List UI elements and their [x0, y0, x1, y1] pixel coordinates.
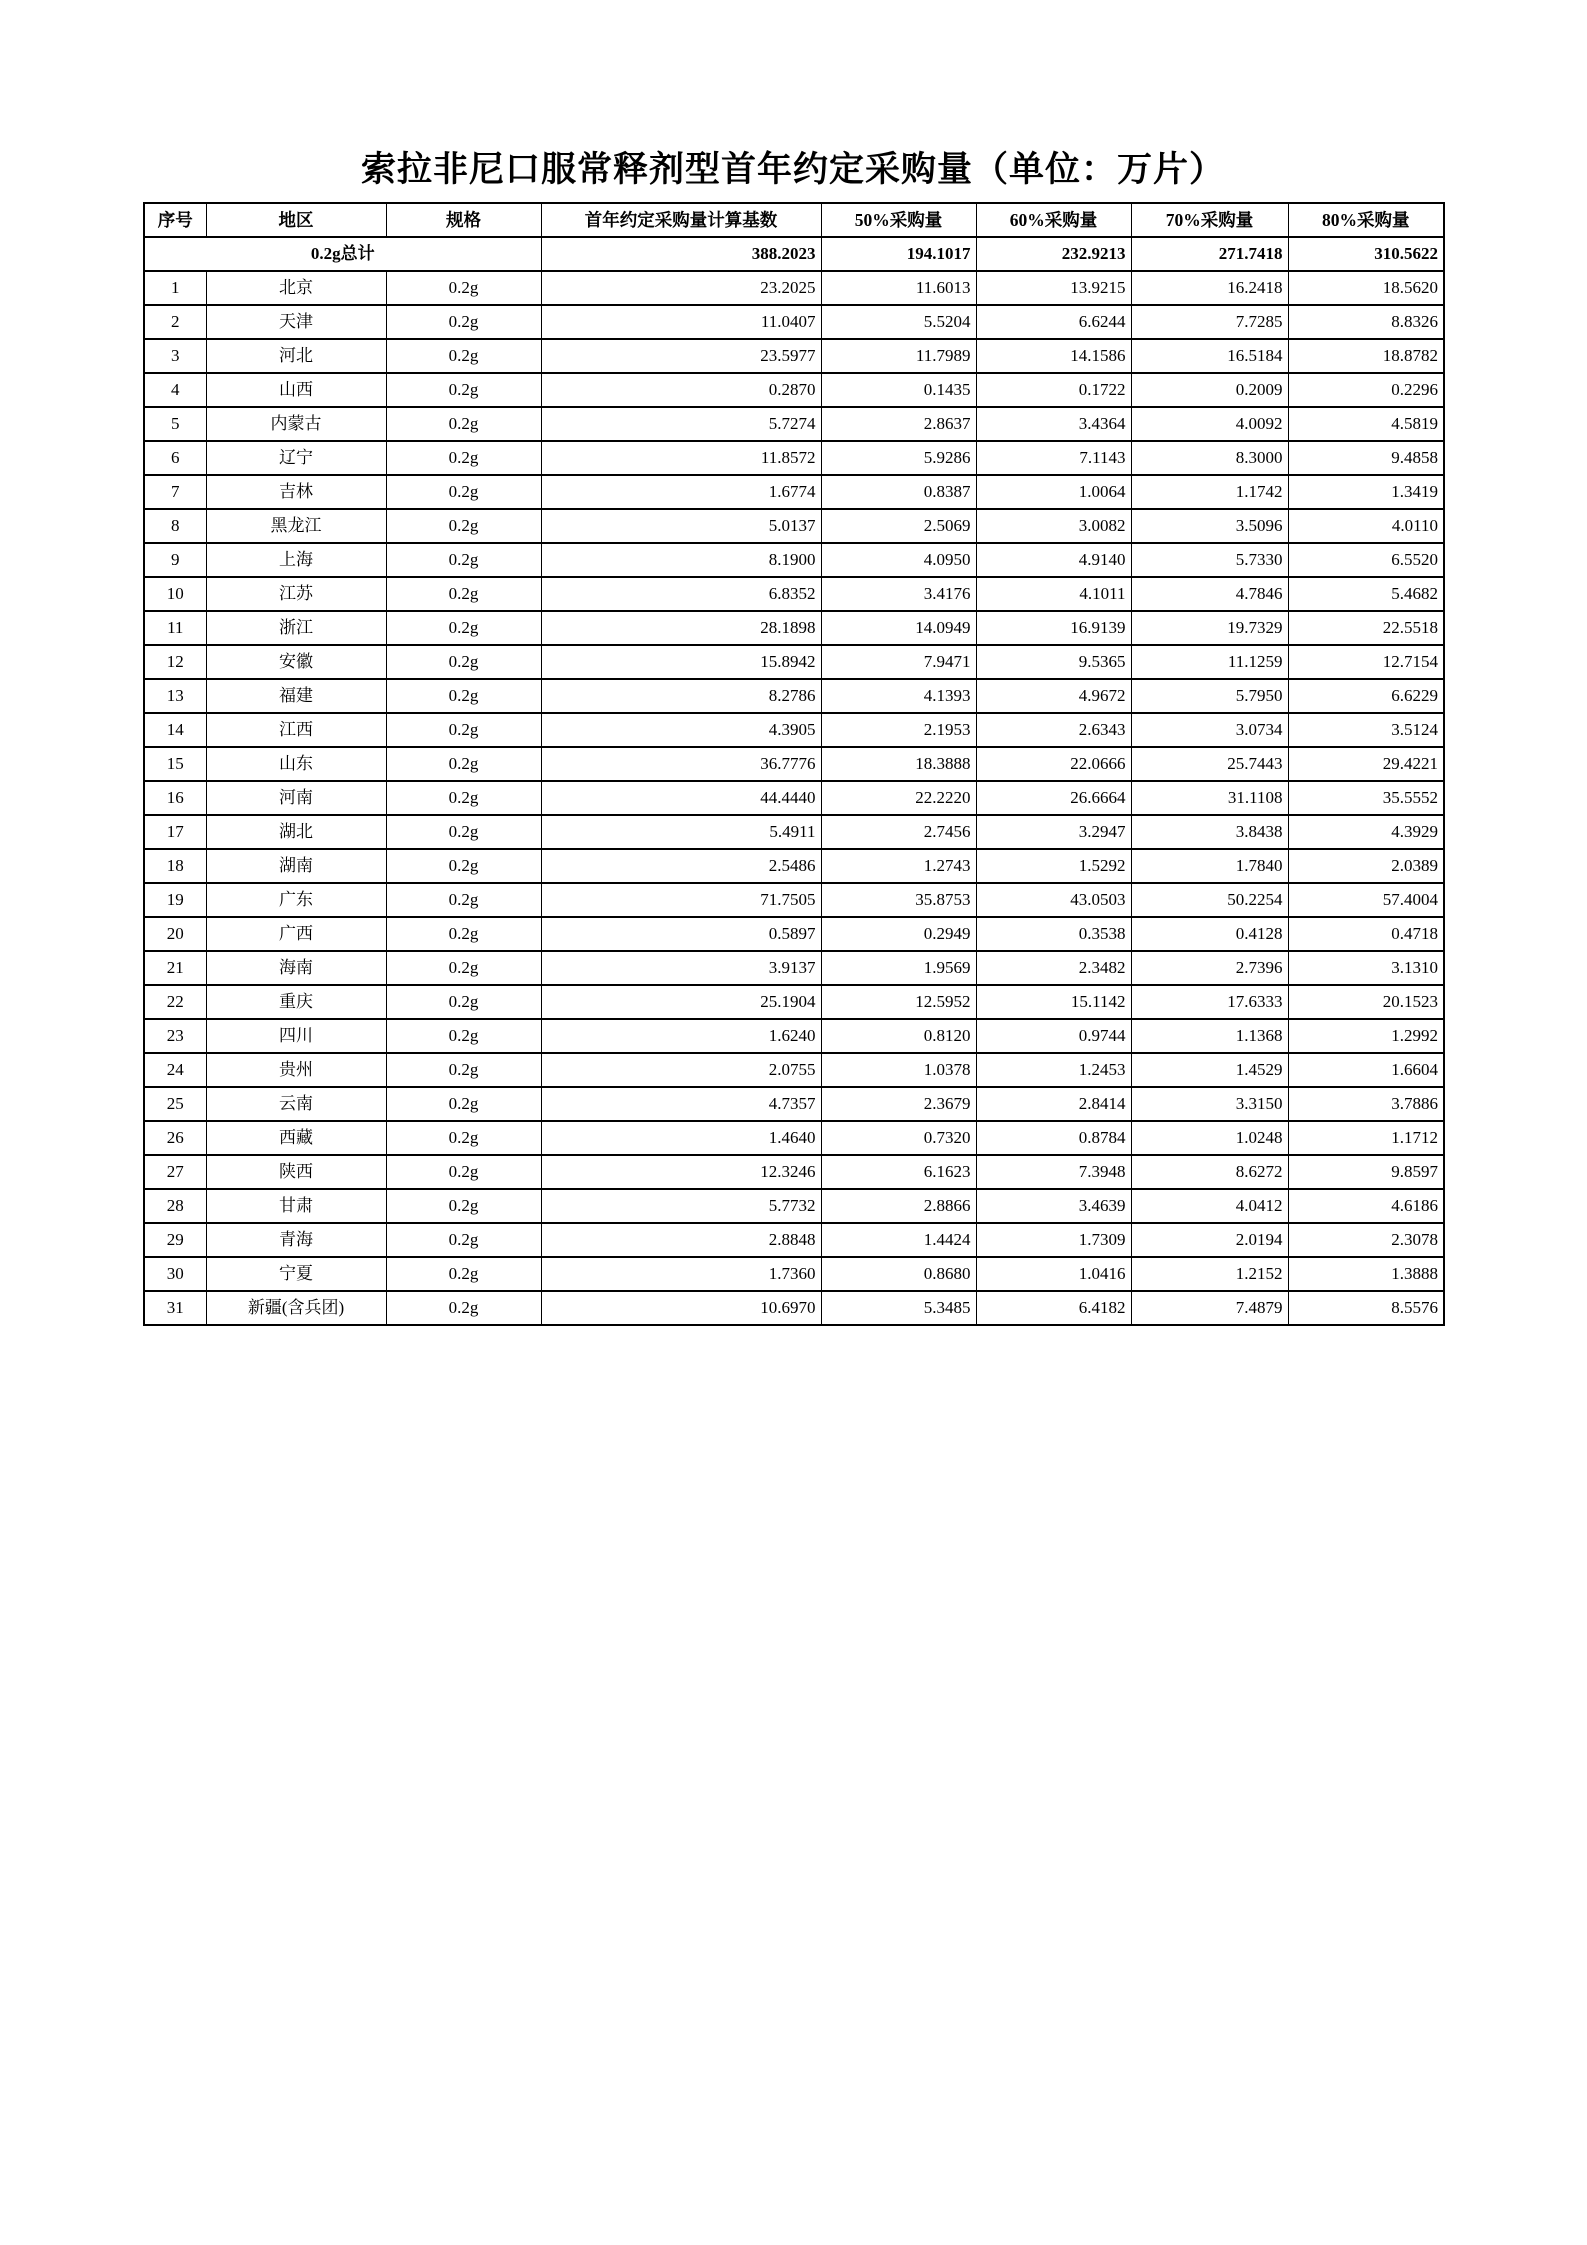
cell-region: 贵州	[206, 1053, 386, 1087]
cell-p70: 1.0248	[1131, 1121, 1288, 1155]
cell-no: 28	[144, 1189, 206, 1223]
cell-p50: 1.9569	[821, 951, 976, 985]
table-row	[144, 407, 1444, 441]
table-row	[144, 815, 1444, 849]
cell-base: 1.6774	[541, 475, 821, 509]
table-row	[144, 883, 1444, 917]
cell-no: 30	[144, 1257, 206, 1291]
cell-no: 16	[144, 781, 206, 815]
cell-p80: 35.5552	[1288, 781, 1444, 815]
cell-spec: 0.2g	[386, 1019, 541, 1053]
cell-p60: 0.3538	[976, 917, 1131, 951]
cell-base: 44.4440	[541, 781, 821, 815]
cell-base: 5.7732	[541, 1189, 821, 1223]
cell-p60: 4.9140	[976, 543, 1131, 577]
cell-p80: 1.6604	[1288, 1053, 1444, 1087]
cell-base: 11.0407	[541, 305, 821, 339]
table-row	[144, 1291, 1444, 1325]
cell-base: 23.2025	[541, 271, 821, 305]
cell-spec: 0.2g	[386, 781, 541, 815]
cell-p70: 3.3150	[1131, 1087, 1288, 1121]
cell-region: 云南	[206, 1087, 386, 1121]
cell-region: 新疆(含兵团)	[206, 1291, 386, 1325]
cell-p70: 31.1108	[1131, 781, 1288, 815]
cell-no: 23	[144, 1019, 206, 1053]
cell-p80: 18.8782	[1288, 339, 1444, 373]
cell-base: 10.6970	[541, 1291, 821, 1325]
cell-spec: 0.2g	[386, 1087, 541, 1121]
cell-spec: 0.2g	[386, 1189, 541, 1223]
cell-base: 5.4911	[541, 815, 821, 849]
cell-spec: 0.2g	[386, 747, 541, 781]
table-row	[144, 1121, 1444, 1155]
table-row	[144, 747, 1444, 781]
cell-base: 1.7360	[541, 1257, 821, 1291]
cell-no: 24	[144, 1053, 206, 1087]
cell-p60: 0.1722	[976, 373, 1131, 407]
cell-no: 15	[144, 747, 206, 781]
header-region: 地区	[206, 203, 386, 237]
cell-p80: 2.0389	[1288, 849, 1444, 883]
cell-p70: 0.2009	[1131, 373, 1288, 407]
cell-region: 四川	[206, 1019, 386, 1053]
cell-p70: 3.0734	[1131, 713, 1288, 747]
table-row	[144, 441, 1444, 475]
cell-no: 29	[144, 1223, 206, 1257]
cell-base: 4.7357	[541, 1087, 821, 1121]
cell-p50: 2.7456	[821, 815, 976, 849]
cell-p50: 4.0950	[821, 543, 976, 577]
cell-p60: 2.8414	[976, 1087, 1131, 1121]
cell-base: 0.2870	[541, 373, 821, 407]
cell-no: 22	[144, 985, 206, 1019]
header-p80: 80%采购量	[1288, 203, 1444, 237]
table-row	[144, 713, 1444, 747]
cell-spec: 0.2g	[386, 1223, 541, 1257]
cell-p60: 6.4182	[976, 1291, 1131, 1325]
cell-p50: 0.2949	[821, 917, 976, 951]
cell-p60: 7.3948	[976, 1155, 1131, 1189]
total-p60: 232.9213	[976, 237, 1131, 271]
table-row	[144, 1189, 1444, 1223]
cell-p80: 57.4004	[1288, 883, 1444, 917]
cell-no: 3	[144, 339, 206, 373]
cell-p60: 13.9215	[976, 271, 1131, 305]
cell-region: 河北	[206, 339, 386, 373]
cell-no: 25	[144, 1087, 206, 1121]
cell-p80: 4.3929	[1288, 815, 1444, 849]
cell-p80: 4.0110	[1288, 509, 1444, 543]
cell-p80: 1.3419	[1288, 475, 1444, 509]
cell-p70: 16.2418	[1131, 271, 1288, 305]
cell-base: 8.2786	[541, 679, 821, 713]
cell-spec: 0.2g	[386, 373, 541, 407]
cell-region: 甘肃	[206, 1189, 386, 1223]
table-row	[144, 577, 1444, 611]
cell-p60: 43.0503	[976, 883, 1131, 917]
cell-region: 山东	[206, 747, 386, 781]
cell-region: 吉林	[206, 475, 386, 509]
cell-base: 28.1898	[541, 611, 821, 645]
total-label: 0.2g总计	[144, 237, 541, 271]
cell-p60: 0.9744	[976, 1019, 1131, 1053]
cell-p70: 8.6272	[1131, 1155, 1288, 1189]
cell-p70: 50.2254	[1131, 883, 1288, 917]
cell-p80: 8.5576	[1288, 1291, 1444, 1325]
cell-spec: 0.2g	[386, 1121, 541, 1155]
cell-p60: 1.0064	[976, 475, 1131, 509]
cell-base: 15.8942	[541, 645, 821, 679]
cell-p70: 25.7443	[1131, 747, 1288, 781]
cell-spec: 0.2g	[386, 509, 541, 543]
cell-no: 8	[144, 509, 206, 543]
table-body	[144, 237, 1444, 1325]
cell-spec: 0.2g	[386, 339, 541, 373]
cell-spec: 0.2g	[386, 1291, 541, 1325]
header-base: 首年约定采购量计算基数	[541, 203, 821, 237]
cell-p50: 1.2743	[821, 849, 976, 883]
cell-spec: 0.2g	[386, 645, 541, 679]
cell-p80: 0.2296	[1288, 373, 1444, 407]
cell-p70: 2.0194	[1131, 1223, 1288, 1257]
cell-region: 江西	[206, 713, 386, 747]
cell-spec: 0.2g	[386, 917, 541, 951]
cell-p50: 3.4176	[821, 577, 976, 611]
cell-no: 21	[144, 951, 206, 985]
cell-base: 11.8572	[541, 441, 821, 475]
cell-p50: 18.3888	[821, 747, 976, 781]
cell-no: 31	[144, 1291, 206, 1325]
cell-p70: 3.5096	[1131, 509, 1288, 543]
cell-p80: 1.1712	[1288, 1121, 1444, 1155]
cell-p50: 2.8637	[821, 407, 976, 441]
cell-p80: 0.4718	[1288, 917, 1444, 951]
cell-p80: 9.4858	[1288, 441, 1444, 475]
cell-p80: 1.3888	[1288, 1257, 1444, 1291]
header-p50: 50%采购量	[821, 203, 976, 237]
cell-no: 11	[144, 611, 206, 645]
table-row	[144, 951, 1444, 985]
cell-no: 20	[144, 917, 206, 951]
cell-p70: 4.7846	[1131, 577, 1288, 611]
header-row	[144, 203, 1444, 237]
cell-p50: 11.6013	[821, 271, 976, 305]
cell-p60: 9.5365	[976, 645, 1131, 679]
total-p80: 310.5622	[1288, 237, 1444, 271]
cell-p70: 1.1368	[1131, 1019, 1288, 1053]
cell-p70: 3.8438	[1131, 815, 1288, 849]
cell-no: 10	[144, 577, 206, 611]
table-row	[144, 1257, 1444, 1291]
cell-p80: 4.6186	[1288, 1189, 1444, 1223]
cell-p60: 3.4364	[976, 407, 1131, 441]
cell-p60: 14.1586	[976, 339, 1131, 373]
cell-spec: 0.2g	[386, 611, 541, 645]
cell-spec: 0.2g	[386, 1257, 541, 1291]
cell-p80: 8.8326	[1288, 305, 1444, 339]
cell-p60: 22.0666	[976, 747, 1131, 781]
cell-no: 14	[144, 713, 206, 747]
cell-p50: 12.5952	[821, 985, 976, 1019]
cell-region: 西藏	[206, 1121, 386, 1155]
cell-region: 青海	[206, 1223, 386, 1257]
cell-spec: 0.2g	[386, 271, 541, 305]
table-row	[144, 1053, 1444, 1087]
cell-spec: 0.2g	[386, 441, 541, 475]
table-row	[144, 1019, 1444, 1053]
cell-p60: 3.0082	[976, 509, 1131, 543]
cell-base: 5.0137	[541, 509, 821, 543]
cell-region: 陕西	[206, 1155, 386, 1189]
header-p60: 60%采购量	[976, 203, 1131, 237]
cell-region: 广东	[206, 883, 386, 917]
cell-region: 内蒙古	[206, 407, 386, 441]
cell-no: 13	[144, 679, 206, 713]
cell-p70: 8.3000	[1131, 441, 1288, 475]
cell-p70: 2.7396	[1131, 951, 1288, 985]
cell-p60: 1.2453	[976, 1053, 1131, 1087]
cell-p50: 0.1435	[821, 373, 976, 407]
table-row	[144, 781, 1444, 815]
cell-region: 宁夏	[206, 1257, 386, 1291]
cell-p50: 5.3485	[821, 1291, 976, 1325]
cell-p60: 26.6664	[976, 781, 1131, 815]
table-row	[144, 543, 1444, 577]
cell-spec: 0.2g	[386, 849, 541, 883]
cell-p70: 7.7285	[1131, 305, 1288, 339]
cell-base: 1.6240	[541, 1019, 821, 1053]
cell-p60: 1.7309	[976, 1223, 1131, 1257]
table-row	[144, 1155, 1444, 1189]
cell-region: 黑龙江	[206, 509, 386, 543]
total-row	[144, 237, 1444, 271]
cell-no: 2	[144, 305, 206, 339]
cell-p50: 0.8387	[821, 475, 976, 509]
cell-region: 海南	[206, 951, 386, 985]
cell-p70: 1.2152	[1131, 1257, 1288, 1291]
header-spec: 规格	[386, 203, 541, 237]
total-p50: 194.1017	[821, 237, 976, 271]
cell-spec: 0.2g	[386, 577, 541, 611]
cell-no: 7	[144, 475, 206, 509]
table-row	[144, 849, 1444, 883]
cell-p50: 11.7989	[821, 339, 976, 373]
cell-region: 江苏	[206, 577, 386, 611]
table-row	[144, 339, 1444, 373]
cell-p50: 5.5204	[821, 305, 976, 339]
cell-base: 0.5897	[541, 917, 821, 951]
cell-region: 山西	[206, 373, 386, 407]
cell-no: 6	[144, 441, 206, 475]
cell-p60: 3.2947	[976, 815, 1131, 849]
cell-p70: 11.1259	[1131, 645, 1288, 679]
header-p70: 70%采购量	[1131, 203, 1288, 237]
cell-no: 1	[144, 271, 206, 305]
cell-spec: 0.2g	[386, 305, 541, 339]
cell-spec: 0.2g	[386, 713, 541, 747]
table-row	[144, 985, 1444, 1019]
cell-p60: 2.6343	[976, 713, 1131, 747]
cell-base: 12.3246	[541, 1155, 821, 1189]
cell-p80: 6.5520	[1288, 543, 1444, 577]
cell-p50: 1.0378	[821, 1053, 976, 1087]
cell-p70: 1.7840	[1131, 849, 1288, 883]
cell-p60: 6.6244	[976, 305, 1131, 339]
cell-p70: 4.0412	[1131, 1189, 1288, 1223]
cell-p80: 3.7886	[1288, 1087, 1444, 1121]
cell-p50: 2.3679	[821, 1087, 976, 1121]
cell-p80: 18.5620	[1288, 271, 1444, 305]
cell-p50: 35.8753	[821, 883, 976, 917]
cell-p50: 1.4424	[821, 1223, 976, 1257]
header-no: 序号	[144, 203, 206, 237]
cell-region: 重庆	[206, 985, 386, 1019]
cell-p50: 22.2220	[821, 781, 976, 815]
cell-spec: 0.2g	[386, 543, 541, 577]
cell-p80: 2.3078	[1288, 1223, 1444, 1257]
cell-spec: 0.2g	[386, 407, 541, 441]
cell-base: 36.7776	[541, 747, 821, 781]
cell-no: 17	[144, 815, 206, 849]
cell-region: 广西	[206, 917, 386, 951]
cell-p60: 15.1142	[976, 985, 1131, 1019]
cell-spec: 0.2g	[386, 679, 541, 713]
table-row	[144, 611, 1444, 645]
cell-base: 23.5977	[541, 339, 821, 373]
cell-p80: 6.6229	[1288, 679, 1444, 713]
table-row	[144, 645, 1444, 679]
cell-p80: 22.5518	[1288, 611, 1444, 645]
table-row	[144, 305, 1444, 339]
cell-p60: 3.4639	[976, 1189, 1131, 1223]
cell-p80: 12.7154	[1288, 645, 1444, 679]
cell-no: 18	[144, 849, 206, 883]
page-title: 索拉非尼口服常释剂型首年约定采购量（单位：万片）	[360, 150, 1225, 189]
cell-p60: 4.9672	[976, 679, 1131, 713]
table-row	[144, 679, 1444, 713]
table-row	[144, 1087, 1444, 1121]
cell-p70: 5.7950	[1131, 679, 1288, 713]
cell-region: 天津	[206, 305, 386, 339]
cell-spec: 0.2g	[386, 1155, 541, 1189]
cell-spec: 0.2g	[386, 985, 541, 1019]
table-row	[144, 917, 1444, 951]
cell-p70: 1.1742	[1131, 475, 1288, 509]
cell-no: 9	[144, 543, 206, 577]
total-p70: 271.7418	[1131, 237, 1288, 271]
cell-no: 4	[144, 373, 206, 407]
cell-p50: 4.1393	[821, 679, 976, 713]
cell-base: 4.3905	[541, 713, 821, 747]
cell-p70: 16.5184	[1131, 339, 1288, 373]
cell-p70: 19.7329	[1131, 611, 1288, 645]
cell-p80: 9.8597	[1288, 1155, 1444, 1189]
cell-base: 2.5486	[541, 849, 821, 883]
cell-no: 12	[144, 645, 206, 679]
cell-region: 北京	[206, 271, 386, 305]
cell-p60: 2.3482	[976, 951, 1131, 985]
cell-p50: 7.9471	[821, 645, 976, 679]
cell-spec: 0.2g	[386, 815, 541, 849]
cell-p50: 0.7320	[821, 1121, 976, 1155]
cell-no: 27	[144, 1155, 206, 1189]
cell-p70: 4.0092	[1131, 407, 1288, 441]
cell-region: 辽宁	[206, 441, 386, 475]
cell-p60: 7.1143	[976, 441, 1131, 475]
table-row	[144, 475, 1444, 509]
table-row	[144, 271, 1444, 305]
cell-p50: 0.8680	[821, 1257, 976, 1291]
total-base: 388.2023	[541, 237, 821, 271]
cell-p80: 3.1310	[1288, 951, 1444, 985]
cell-p80: 20.1523	[1288, 985, 1444, 1019]
cell-p50: 5.9286	[821, 441, 976, 475]
cell-region: 河南	[206, 781, 386, 815]
cell-p70: 0.4128	[1131, 917, 1288, 951]
cell-p80: 29.4221	[1288, 747, 1444, 781]
table-row	[144, 509, 1444, 543]
cell-no: 26	[144, 1121, 206, 1155]
cell-no: 5	[144, 407, 206, 441]
cell-region: 安徽	[206, 645, 386, 679]
cell-base: 1.4640	[541, 1121, 821, 1155]
cell-p60: 1.5292	[976, 849, 1131, 883]
cell-region: 上海	[206, 543, 386, 577]
cell-p80: 4.5819	[1288, 407, 1444, 441]
cell-p50: 0.8120	[821, 1019, 976, 1053]
cell-p70: 1.4529	[1131, 1053, 1288, 1087]
cell-base: 2.8848	[541, 1223, 821, 1257]
purchase-table	[143, 202, 1445, 1326]
cell-p70: 7.4879	[1131, 1291, 1288, 1325]
cell-region: 福建	[206, 679, 386, 713]
cell-p60: 1.0416	[976, 1257, 1131, 1291]
cell-region: 湖北	[206, 815, 386, 849]
cell-p50: 2.5069	[821, 509, 976, 543]
cell-region: 湖南	[206, 849, 386, 883]
table-row	[144, 373, 1444, 407]
table-row	[144, 1223, 1444, 1257]
cell-p80: 1.2992	[1288, 1019, 1444, 1053]
cell-spec: 0.2g	[386, 951, 541, 985]
cell-p70: 17.6333	[1131, 985, 1288, 1019]
cell-base: 25.1904	[541, 985, 821, 1019]
cell-base: 6.8352	[541, 577, 821, 611]
cell-spec: 0.2g	[386, 883, 541, 917]
cell-base: 8.1900	[541, 543, 821, 577]
cell-spec: 0.2g	[386, 475, 541, 509]
cell-base: 2.0755	[541, 1053, 821, 1087]
cell-p50: 14.0949	[821, 611, 976, 645]
cell-p60: 4.1011	[976, 577, 1131, 611]
cell-p80: 3.5124	[1288, 713, 1444, 747]
cell-p80: 5.4682	[1288, 577, 1444, 611]
cell-p60: 0.8784	[976, 1121, 1131, 1155]
cell-base: 5.7274	[541, 407, 821, 441]
cell-p60: 16.9139	[976, 611, 1131, 645]
cell-base: 3.9137	[541, 951, 821, 985]
cell-p70: 5.7330	[1131, 543, 1288, 577]
cell-p50: 2.8866	[821, 1189, 976, 1223]
cell-base: 71.7505	[541, 883, 821, 917]
cell-p50: 2.1953	[821, 713, 976, 747]
cell-p50: 6.1623	[821, 1155, 976, 1189]
cell-no: 19	[144, 883, 206, 917]
cell-spec: 0.2g	[386, 1053, 541, 1087]
cell-region: 浙江	[206, 611, 386, 645]
